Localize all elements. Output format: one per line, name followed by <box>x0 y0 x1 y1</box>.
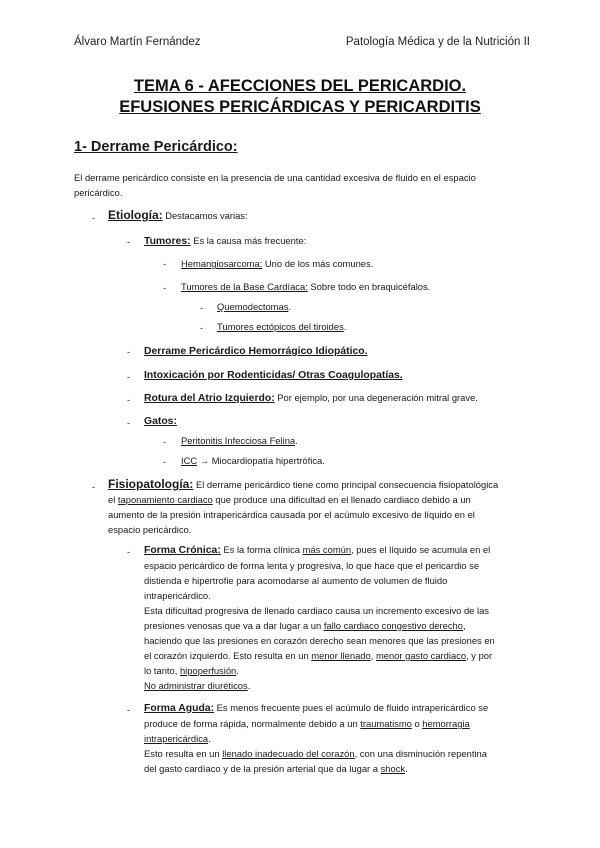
fisio-text: espacio pericárdico. <box>108 524 192 535</box>
hemangio-item <box>181 256 373 271</box>
cronica-text: intrapericárdico. <box>144 590 211 601</box>
derrame-hem-item <box>144 343 367 359</box>
derrame-hem-label: Derrame Pericárdico Hemorrágico Idiopático. <box>144 346 368 357</box>
base-label: Tumores de la Base Cardíaca: <box>181 281 308 292</box>
cronica-text: el corazón izquierdo. Esto resulta en un <box>144 650 312 661</box>
aguda-paragraph-2 <box>144 746 528 776</box>
title-line-2: EFUSIONES PERICÁRDICAS Y PERICARDITIS <box>119 98 481 116</box>
bullet-dash: - <box>200 322 204 333</box>
aguda-label: Forma Aguda: <box>144 703 215 714</box>
aguda-text-underlined: shock <box>380 763 406 774</box>
bullet-dash: - <box>127 417 131 428</box>
aguda-text: del gasto cardíaco y de la presión arterial que da lugar a <box>144 763 381 774</box>
icc-item <box>181 453 325 468</box>
cronica-item <box>144 542 528 603</box>
cronica-text: Es la forma clínica <box>223 544 303 555</box>
aguda-text: , con una disminución repentina <box>354 748 487 759</box>
fisio-text: El derrame pericárdico tiene como principal consecuencia fisiopatológica <box>195 479 499 490</box>
aguda-text: . <box>208 733 211 744</box>
bullet-dash: - <box>92 212 96 223</box>
aguda-text-underlined: traumatismo <box>360 718 412 729</box>
no-diureticos: No administrar diuréticos <box>144 680 248 691</box>
cronica-text-underlined: menor llenado <box>311 650 371 661</box>
title-line-1: TEMA 6 - AFECCIONES DEL PERICARDIO. <box>133 77 467 95</box>
header-author: Álvaro Martín Fernández <box>74 36 201 48</box>
cronica-text: lo tanto, <box>144 665 180 676</box>
icc-label: ICC <box>181 455 198 466</box>
gatos-item <box>144 413 177 429</box>
etiologia-text: Destacamos varias: <box>165 210 248 221</box>
quemo-item: Quemodectomas. <box>217 301 291 312</box>
cronica-text: haciendo que las presiones en corazón derecho sean menores que las presiones en <box>144 635 495 646</box>
etiologia-item <box>108 208 248 223</box>
bullet-dash: - <box>163 436 167 447</box>
cronica-label: Forma Crónica: <box>144 545 221 556</box>
section-heading: 1- Derrame Pericárdico: <box>74 139 238 155</box>
hemangio-text: Uno de los más comunes. <box>264 258 374 269</box>
aguda-text: Es menos frecuente pues el acúmulo de fluido intrapericárdico se <box>216 702 489 713</box>
cronica-text: , y por <box>466 650 493 661</box>
bullet-dash: - <box>92 481 96 492</box>
cronica-text: , <box>370 650 376 661</box>
quemo-label: Quemodectomas <box>217 301 289 312</box>
cronica-text: . <box>236 665 239 676</box>
fisiopatologia-item <box>108 477 528 537</box>
aguda-text-underlined: intrapericárdica <box>144 733 209 744</box>
header-course: Patología Médica y de la Nutrición II <box>345 36 530 48</box>
base-item <box>181 279 430 294</box>
bullet-dash: - <box>127 371 131 382</box>
cronica-text: , pues el líquido se acumula en el <box>351 544 491 555</box>
cronica-text: , <box>462 620 466 631</box>
fisio-text: que produce una dificultad en el llenado cardiaco debido a un <box>212 494 471 505</box>
aguda-text: . <box>405 763 408 774</box>
fisio-text: el <box>108 494 118 505</box>
tumores-text: Es la causa más frecuente: <box>193 235 307 246</box>
intro-line: pericárdico. <box>74 187 123 198</box>
intox-item <box>144 367 403 383</box>
tumores-label: Tumores: <box>144 236 191 247</box>
bullet-dash: - <box>163 282 167 293</box>
icc-text: → Miocardiopatía hipertrófica. <box>199 455 325 466</box>
aguda-text: Esto resulta en un <box>144 748 223 759</box>
cronica-text-underlined: fallo cardiaco congestivo derecho <box>323 620 463 631</box>
tumores-item <box>144 233 306 249</box>
fisio-label: Fisiopatología: <box>108 477 194 491</box>
ectopic-item: Tumores ectópicos del tiroides. <box>217 321 347 332</box>
rotura-item <box>144 390 478 406</box>
pif-label: Peritonitis Infecciosa Felina <box>181 435 296 446</box>
aguda-text: produce de forma rápida, normalmente debido a un <box>144 718 361 729</box>
bullet-dash: - <box>127 236 131 247</box>
rotura-label: Rotura del Atrio Izquierdo: <box>144 393 275 404</box>
intox-label: Intoxicación por Rodenticidas/ Otras Coagulopatías. <box>144 370 403 381</box>
bullet-dash: - <box>200 302 204 313</box>
bullet-dash: - <box>127 546 131 557</box>
aguda-text-underlined: llenado inadecuado del corazón <box>222 748 355 759</box>
intro-line: El derrame pericárdico consiste en la presencia de una cantidad excesiva de fluido en el espacio <box>74 172 476 183</box>
bullet-dash: - <box>127 394 131 405</box>
pif-item: Peritonitis Infecciosa Felina. <box>181 435 298 446</box>
hemangio-label: Hemangiosarcoma: <box>181 258 263 269</box>
bullet-dash: - <box>163 258 167 269</box>
cronica-paragraph-2 <box>144 603 528 678</box>
rotura-text: Por ejemplo, por una degeneración mitral grave. <box>277 392 478 403</box>
cronica-text: espacio pericárdico de forma lenta y progresiva, lo que hace que el pericardio se <box>144 560 480 571</box>
bullet-dash: - <box>163 456 167 467</box>
aguda-item <box>144 700 528 746</box>
fisio-text: aumento de la presión intrapericárdica causada por el acúmulo excesivo de líquido en el <box>108 509 475 520</box>
bullet-dash: - <box>127 704 131 715</box>
cronica-text: Esta dificultad progresiva de llenado cardiaco causa un incremento excesivo de las <box>144 605 489 616</box>
aguda-text-underlined: hemorragia <box>422 718 470 729</box>
fisio-text-underlined: taponamiento cardiaco <box>117 494 213 505</box>
gatos-label: Gatos: <box>144 416 177 427</box>
cronica-text-underlined: hipoperfusión <box>179 665 237 676</box>
cronica-text-underlined: más común <box>302 544 352 555</box>
intro-paragraph <box>74 170 526 200</box>
base-text: Sobre todo en braquicéfalos. <box>310 281 431 292</box>
no-diureticos-line: No administrar diuréticos. <box>144 680 251 691</box>
ectopic-label: Tumores ectópicos del tiroides <box>217 321 344 332</box>
cronica-text: presiones venosas que va a dar lugar a un <box>144 620 324 631</box>
etiologia-label: Etiología: <box>108 208 163 222</box>
cronica-text-underlined: menor gasto cardiaco <box>375 650 467 661</box>
bullet-dash: - <box>127 346 131 357</box>
cronica-text: distienda e hipertrofie para acomodarse al aumento de volumen de fluido <box>144 575 448 586</box>
aguda-text: o <box>411 718 423 729</box>
